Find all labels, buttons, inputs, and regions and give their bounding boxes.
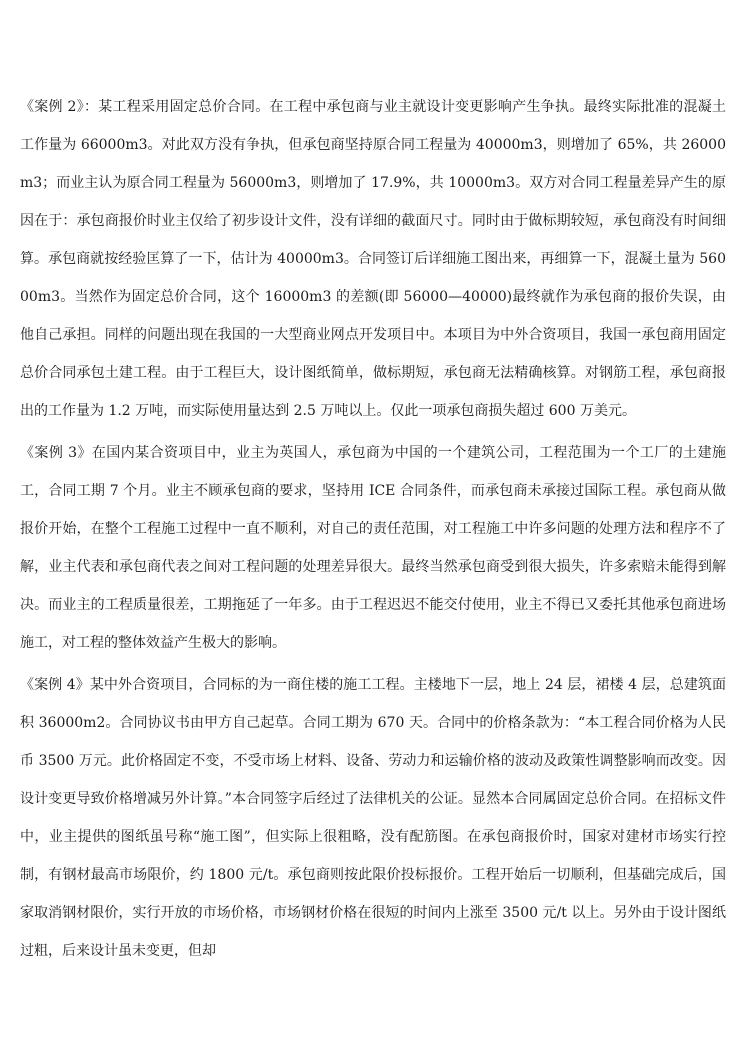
paragraph-case-2: 《案例 2》：某工程采用固定总价合同。在工程中承包商与业主就设计变更影响产生争执。最终实际批准的混凝土工作量为 66000m3。对此双方没有争执，但承包商坚持原合同工程量为 40000m3，则增加了 65%，共 26000m3；而业主认为原合同工程量为 56000m3，则增加了 17.9%，共 10000m3。双方对合同工程量差异产生的原因在于：承包商报价时业主仅给了初步设计文件，没有详细的截面尺寸。同时由于做标期较短，承包商没有时间细算。承包商就按经验匡算了一下，估计为 40000m3。合同签订后详细施工图出来，再细算一下，混凝土量为 56000m3。当然作为固定总价合同，这个 16000m3 的差额(即 56000—40000)最终就作为承包商的报价失误，由他自己承担。同样的问题出现在我国的一大型商业网点开发项目中。本项目为中外合资项目，我国一承包商用固定总价合同承包土建工程。由于工程巨大，设计图纸简单，做标期短，承包商无法精确核算。对钢筋工程，承包商报出的工作量为 1.2 万吨，而实际使用量达到 2.5 万吨以上。仅此一项承包商损失超过 600 万美元。 [20,99,726,419]
paragraph-case-3: 《案例 3》在国内某合资项目中，业主为英国人，承包商为中国的一个建筑公司，工程范围为一个工厂的土建施工，合同工期 7 个月。业主不顾承包商的要求，坚持用 ICE 合同条件，而承包商未承接过国际工程。承包商从做报价开始，在整个工程施工过程中一直不顺利，对自己的责任范围，对工程施工中许多问题的处理方法和程序不了解，业主代表和承包商代表之间对工程问题的处理差异很大。最终当然承包商受到很大损失，许多索赔未能得到解决。而业主的工程质量很差，工期拖延了一年多。由于工程迟迟不能交付使用，业主不得已又委托其他承包商进场施工，对工程的整体效益产生极大的影响。 [20,445,726,651]
paragraph-case-4: 《案例 4》某中外合资项目，合同标的为一商住楼的施工工程。主楼地下一层，地上 24 层，裙楼 4 层，总建筑面积 36000m2。合同协议书由甲方自己起草。合同工期为 670 天。合同中的价格条款为：“本工程合同价格为人民币 3500 万元。此价格固定不变，不受市场上材料、设备、劳动力和运输价格的波动及政策性调整影响而改变。因设计变更导致价格增减另外计算。”本合同签字后经过了法律机关的公证。显然本合同属固定总价合同。在招标文件中，业主提供的图纸虽号称“施工图”，但实际上很粗略，没有配筋图。在承包商报价时，国家对建材市场实行控制，有钢材最高市场限价，约 1800 元/t。承包商则按此限价投标报价。工程开始后一切顺利，但基础完成后，国家取消钢材限价，实行开放的市场价格，市场钢材价格在很短的时间内上涨至 3500 元/t 以上。另外由于设计图纸过粗，后来设计虽未变更，但却 [20,677,726,959]
